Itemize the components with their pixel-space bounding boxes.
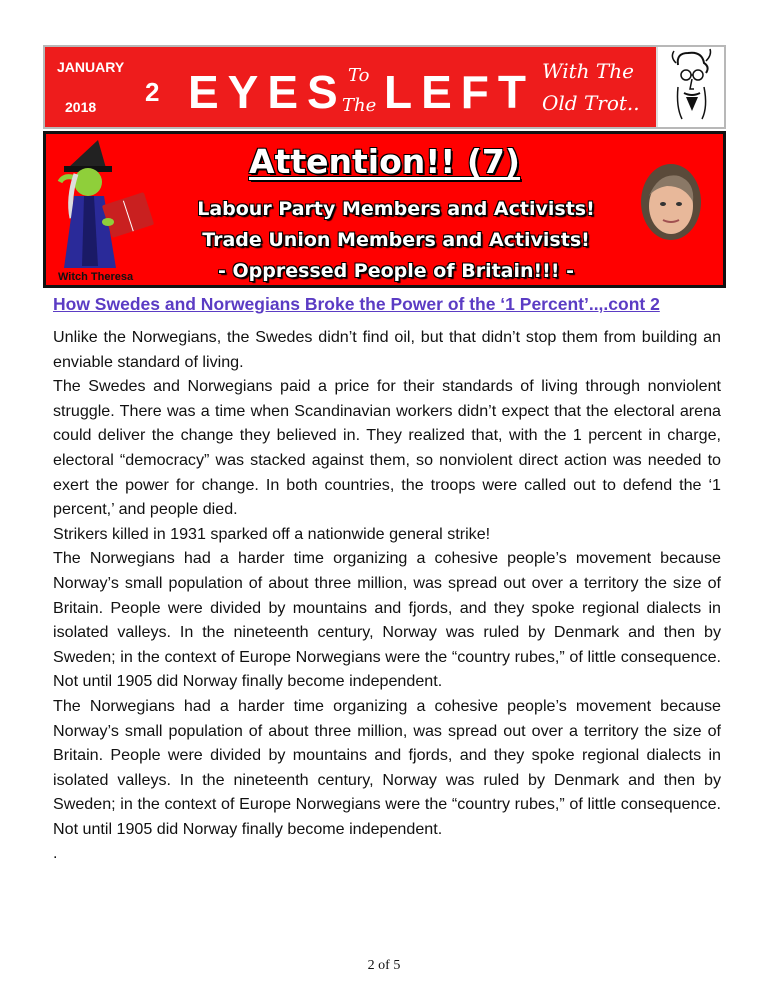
attention-banner (43, 131, 726, 288)
banner-line-3: - Oppressed People of Britain!!! - (217, 260, 575, 282)
paragraph: The Norwegians had a harder time organizing a cohesive people’s movement because Norway’s small population of about three million, was spread out over a territory the size of Britain. People were divided by mountains and fjords, and they spoke regional dialects in isolated valleys. In the nineteenth century, Norway was ruled by Denmark and then by Sweden; in the context of Europe Norwegians were the “country rubes,” of little consequence. Not until 1905 did Norway finally become independent. (53, 696, 721, 838)
article-heading: How Swedes and Norwegians Broke the Power of the ‘1 Percent’..,.cont 2 (53, 294, 660, 314)
page-number: 2 of 5 (367, 958, 401, 973)
paragraph: . (53, 844, 58, 863)
theresa-may-photo (639, 162, 703, 242)
paragraph: The Swedes and Norwegians paid a price for their standards of living through nonviolent struggle. There was a time when Scandinavian workers didn’t expect that the electoral arena could deliver the change they believed in. They realized that, with the 1 percent in charge, electoral “democracy” was stacked against them, so nonviolent direct action was needed to exert the power for change. In both countries, the troops were called out to defend the ‘1 percent,’ and people died. (53, 377, 721, 519)
masthead-with-the: With The (542, 59, 634, 83)
article-body (53, 325, 721, 866)
banner-line-1: Labour Party Members and Activists! (197, 198, 595, 220)
masthead (43, 45, 726, 129)
banner-line-2: Trade Union Members and Activists! (202, 229, 590, 251)
witch-caption: Witch Theresa (58, 271, 134, 283)
banner-title: Attention!! (7) (249, 142, 520, 181)
trotsky-caricature-image (656, 47, 724, 127)
issue-month: JANUARY (57, 59, 125, 75)
masthead-left: LEFT (384, 66, 535, 118)
masthead-old-trot: Old Trot.. (542, 91, 640, 115)
issue-year: 2018 (65, 99, 97, 115)
paragraph: Strikers killed in 1931 sparked off a nationwide general strike! (53, 524, 491, 543)
paragraph: The Norwegians had a harder time organizing a cohesive people’s movement because Norway’s small population of about three million, was spread out over a territory the size of Britain. People were divided by mountains and fjords, and they spoke regional dialects in isolated valleys. In the nineteenth century, Norway was ruled by Denmark and then by Sweden; in the context of Europe Norwegians were the “country rubes,” of little consequence. Not until 1905 did Norway finally become independent. (53, 549, 721, 691)
masthead-number: 2 (145, 77, 160, 107)
masthead-the: The (342, 95, 377, 116)
paragraph: Unlike the Norwegians, the Swedes didn’t find oil, but that didn’t stop them from building an enviable standard of living. (53, 328, 721, 371)
masthead-eyes: EYES (188, 66, 347, 118)
masthead-to: To (348, 65, 370, 86)
